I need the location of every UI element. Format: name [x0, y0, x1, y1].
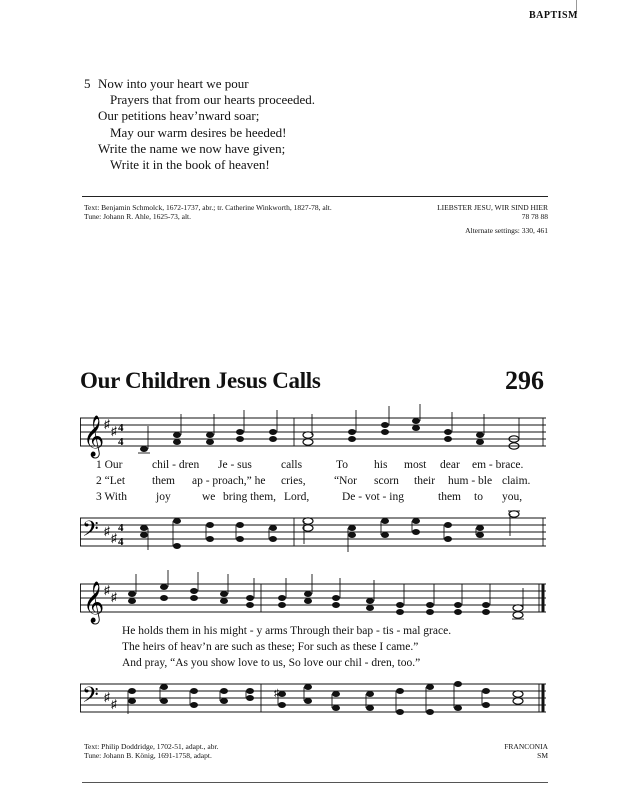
hymn-number: 296	[505, 366, 544, 395]
svg-text:4: 4	[118, 436, 124, 448]
tune-credit: Tune: Johann R. Ahle, 1625-73, alt.	[84, 212, 192, 221]
svg-text:4: 4	[118, 522, 124, 534]
stanza-line: Our petitions heav’nward soar;	[98, 108, 260, 124]
sharp-icon: ♯	[104, 524, 110, 538]
stanza-number: 5	[84, 76, 91, 91]
lyric-line-verse1: He holds them in his might - y arms Through their bap - tis - mal grace.	[122, 625, 452, 637]
divider	[82, 196, 548, 197]
stanza-line: Write it in the book of heaven!	[110, 157, 270, 173]
hymn-title: Our Children Jesus Calls	[80, 368, 321, 393]
previous-hymn-tune-info	[437, 203, 548, 221]
text-credit: Text: Benjamin Schmolck, 1672-1737, abr.; tr. Catherine Winkworth, 1827-78, alt.	[84, 203, 332, 212]
previous-hymn-credits	[84, 203, 332, 221]
treble-staff-1	[80, 404, 550, 464]
bass-clef-icon: 𝄢	[82, 683, 99, 713]
treble-clef-icon: 𝄞	[83, 582, 105, 623]
bass-clef-icon: 𝄢	[82, 517, 99, 547]
stanza-line: Prayers that from our hearts proceeded.	[110, 92, 316, 108]
svg-text:4: 4	[118, 422, 124, 434]
sharp-icon: ♯	[111, 531, 117, 545]
stanza-line: May our warm desires be heeded!	[110, 124, 287, 140]
sharp-icon: ♯	[104, 583, 110, 597]
svg-text:4: 4	[118, 536, 124, 548]
section-header: BAPTISM	[528, 10, 578, 21]
treble-clef-icon: 𝄞	[83, 416, 105, 457]
treble-staff-2	[80, 570, 550, 630]
meter: 78 78 88	[521, 212, 548, 221]
tune-credit: Tune: Johann B. König, 1691-1758, adapt.	[84, 751, 212, 760]
hymn-credits	[84, 742, 218, 760]
sharp-icon: ♯	[104, 690, 110, 704]
lyric-line-verse2: The heirs of heav’n are such as these; For such as these I came.”	[122, 641, 419, 653]
lyric-line-verse3: And pray, “As you show love to us, So love our chil - dren, too.”	[122, 657, 421, 669]
text-credit: Text: Philip Doddridge, 1702-51, adapt., abr.	[84, 742, 219, 751]
sharp-icon: ♯	[111, 697, 117, 711]
sharp-icon: ♯	[104, 417, 110, 431]
stanza-line: Now into your heart we pour	[98, 76, 249, 91]
sharp-icon: ♯	[111, 424, 117, 438]
bottom-divider	[82, 782, 548, 783]
stanza-line: Write the name we now have given;	[98, 140, 286, 156]
previous-hymn-stanza	[84, 76, 315, 173]
sharp-icon: ♯	[274, 688, 279, 699]
hymn-tune-info	[504, 742, 548, 760]
alternate-settings: Alternate settings: 330, 461	[465, 226, 548, 235]
meter: SM	[537, 751, 548, 760]
bass-staff-2	[80, 670, 550, 730]
tune-name: FRANCONIA	[504, 742, 548, 751]
sharp-icon: ♯	[111, 590, 117, 604]
tune-name: LIEBSTER JESU, WIR SIND HIER	[437, 203, 548, 212]
bass-staff-1	[80, 504, 550, 564]
